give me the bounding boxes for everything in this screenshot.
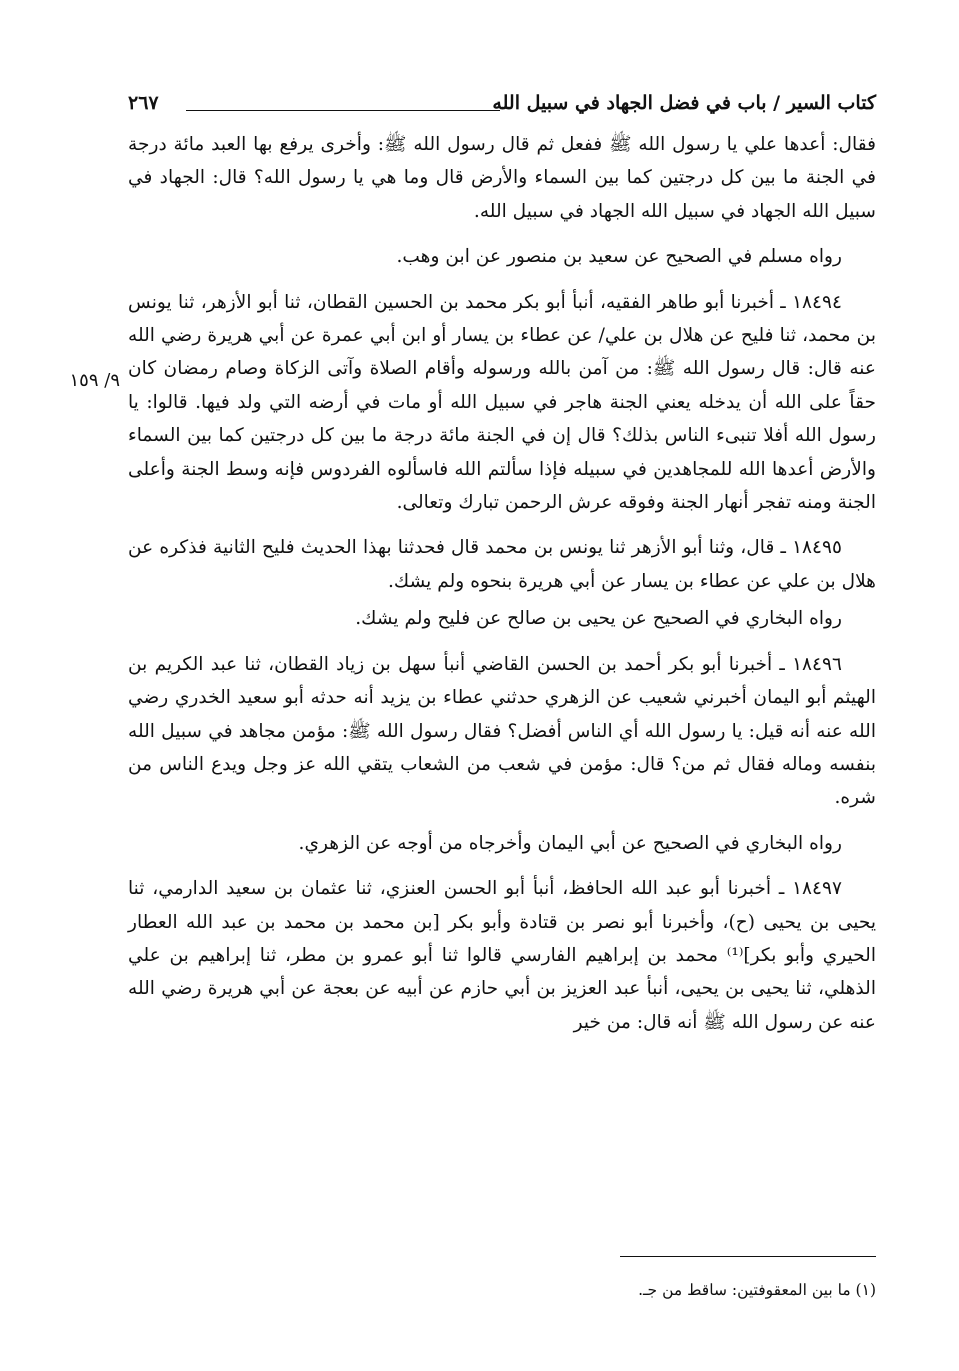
footnote-rule <box>620 1256 876 1257</box>
page-number: ٢٦٧ <box>128 92 159 114</box>
hadith-18497: ١٨٤٩٧ ـ أخبرنا أبو عبد الله الحافظ، أنبأ أبو الحسن العنزي، ثنا عثمان بن سعيد الدارمي، ثنا يحيى بن يحيى (ح)، وأخبرنا أبو نصر بن قتادة وأبو بكر [بن محمد بن محمد بن عبد الله العطار الحيري وأبو بكر]⁽¹⁾ محمد بن إبراهيم الفارسي قالوا ثنا أبو عمرو بن مطر، ثنا إبراهيم بن علي الذهلي، ثنا يحيى بن يحيى، أنبأ عبد العزيز بن أبي حازم عن أبيه عن بعجة عن أبي هريرة رضي الله عنه عن رسول الله ﷺ أنه قال: من خير <box>128 878 876 1033</box>
running-title: كتاب السير / باب في فضل الجهاد في سبيل الله <box>492 92 876 114</box>
header-rule <box>186 110 500 111</box>
paragraph-continuation: فقال: أعدها علي يا رسول الله ﷺ ففعل ثم قال رسول الله ﷺ: وأخرى يرفع بها العبد مائة درجة في الجنة ما بين كل درجتين كما بين السماء والأرض قال وما هي يا رسول الله؟ قال: الجهاد في سبيل الله الجهاد في سبيل الله الجهاد في سبيل الله. <box>128 134 876 222</box>
paragraph-riwaya: رواه مسلم في الصحيح عن سعيد بن منصور عن ابن وهب. <box>396 246 842 268</box>
hadith-18495: ١٨٤٩٥ ـ قال، وثنا أبو الأزهر ثنا يونس بن محمد قال فحدثنا بهذا الحديث فليح الثانية فذكره عن هلال بن علي عن عطاء بن يسار عن أبي هريرة بنحوه ولم يشك. <box>128 537 876 592</box>
hadith-18494: ١٨٤٩٤ ـ أخبرنا أبو طاهر الفقيه، أنبأ أبو بكر محمد بن الحسين القطان، ثنا أبو الأزهر، ثنا يونس بن محمد، ثنا فليح عن هلال بن علي/ عن عطاء بن يسار أو ابن أبي عمرة عن أبي هريرة رضي الله عنه قال: قال رسول الله ﷺ: من آمن بالله ورسوله وأقام الصلاة وآتى الزكاة وصام رمضان كان حقاً على الله أن يدخله يعني الجنة هاجر في سبيل الله أو مات في أرضه التي ولد فيها. قالوا: يا رسول الله أفلا تنبىء الناس بذلك؟ قال إن في الجنة مائة درجة ما بين كل درجتين كما بين السماء والأرض أعدها الله للمجاهدين في سبيله فإذا سألتم الله فاسألوه الفردوس فإنه وسط الجنة وأعلى الجنة ومنه تفجر أنهار الجنة وفوقه عرش الرحمن تبارك وتعالى. <box>128 291 876 514</box>
paragraph-riwaya: رواه البخاري في الصحيح عن يحيى بن صالح عن فليح ولم يشك. <box>355 608 842 630</box>
hadith-18496: ١٨٤٩٦ ـ أخبرنا أبو بكر أحمد بن الحسن القاضي أنبأ سهل بن زياد القطان، ثنا عبد الكريم بن الهيثم أبو اليمان أخبرني شعيب عن الزهري حدثني عطاء بن يزيد أنه حدثه أبو سعيد الخدري رضي الله عنه أنه قيل: يا رسول الله أي الناس أفضل؟ فقال رسول الله ﷺ: مؤمن مجاهد في سبيل الله بنفسه وماله فقال ثم من؟ قال: مؤمن في شعب من الشعاب يتقي الله عز وجل ويدع الناس من شره. <box>128 653 876 809</box>
margin-reference: ٩/ ١٥٩ <box>69 370 120 391</box>
paragraph-riwaya: رواه البخاري في الصحيح عن أبي اليمان وأخرجاه من أوجه عن الزهري. <box>298 832 842 854</box>
main-text <box>128 128 876 1039</box>
footnote: (١) ما بين المعقوفتين: ساقط من جـ. <box>638 1281 876 1299</box>
running-header <box>128 84 876 124</box>
